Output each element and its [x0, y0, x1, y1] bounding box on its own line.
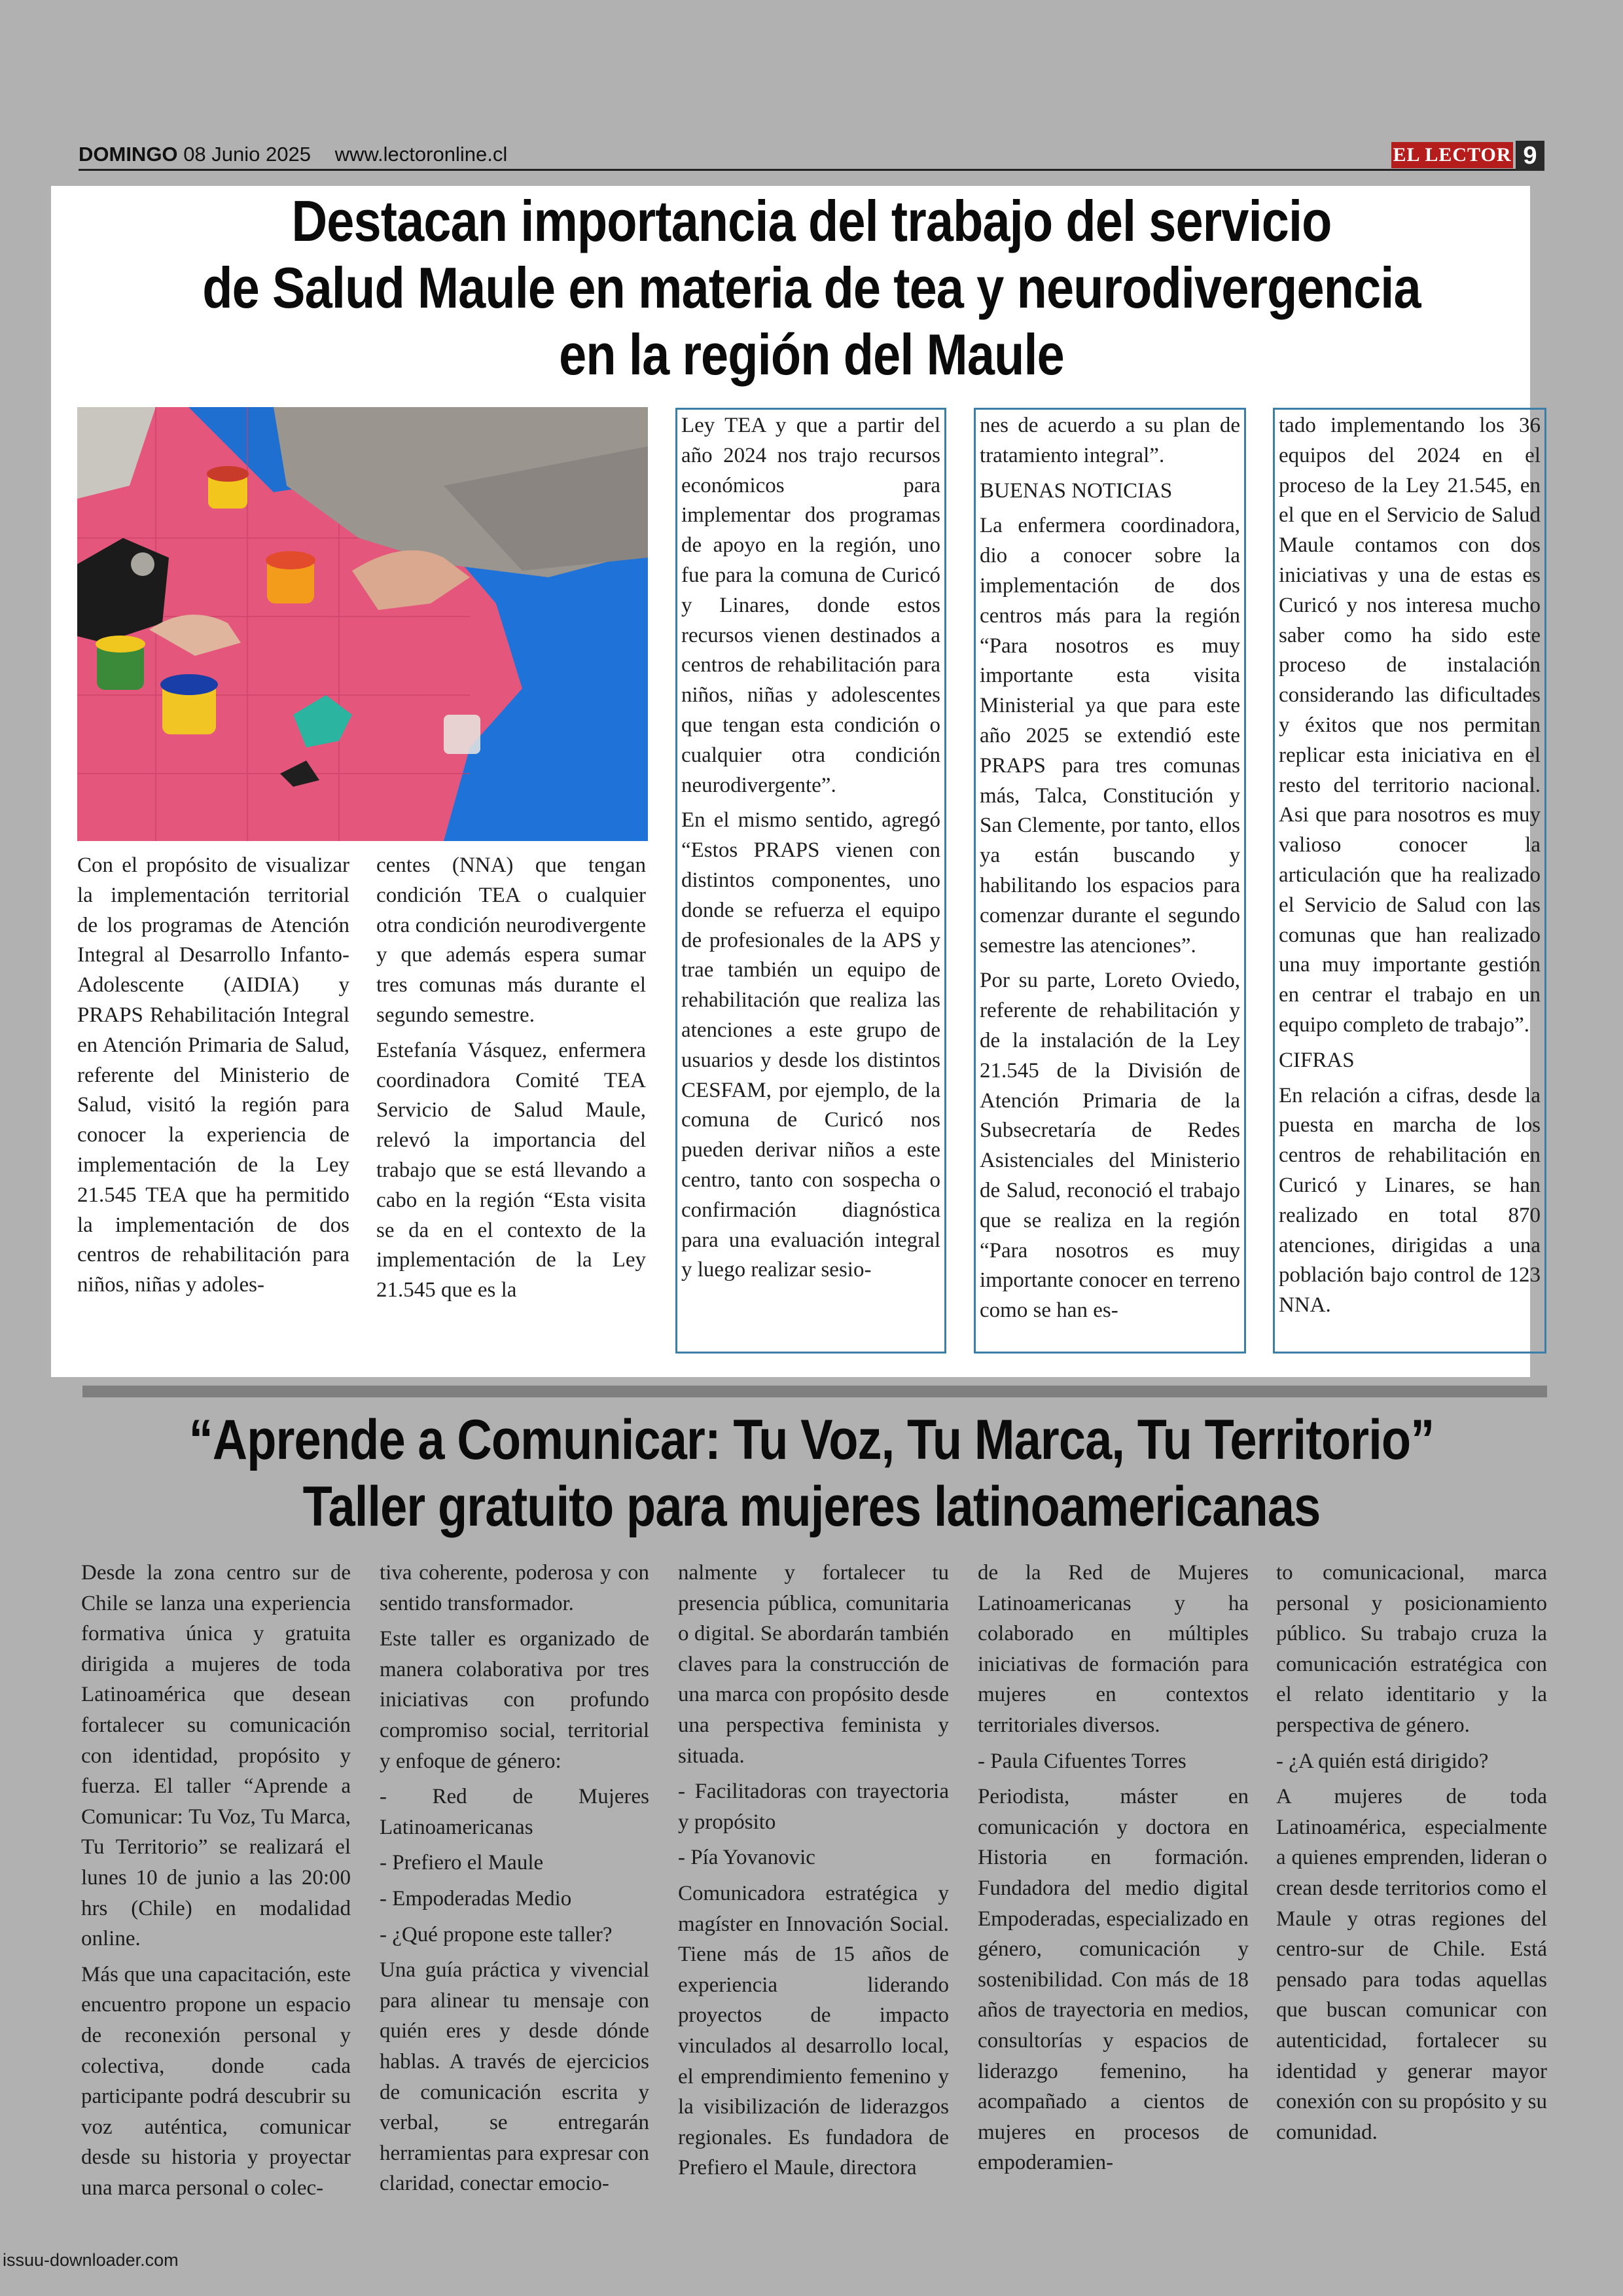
source-watermark: issuu-downloader.com	[3, 2250, 179, 2270]
page-number: 9	[1516, 141, 1544, 171]
newspaper-logo: EL LECTOR	[1391, 142, 1513, 168]
paragraph: Estefanía Vásquez, enfermera coordinadora Comité TEA Servicio de Salud Maule, relevó la importancia del trabajo que se está llevando a cabo en la región “Esta visita se da en el contexto de la implementación de la Ley 21.545 que es la	[376, 1038, 646, 1302]
subheading: - ¿Qué propone este taller?	[380, 1922, 613, 1946]
header-date: 08 Junio 2025	[183, 143, 311, 166]
children-play-mat-image	[77, 407, 648, 841]
header-day: DOMINGO	[79, 143, 178, 166]
paragraph: Por su parte, Loreto Oviedo, referente de rehabilitación y de la instalación de la Ley 21.545 de la División de Atención Primaria de la Subsecretaría de Redes Asistenciales del Ministerio de Salud, reconoció el trabajo que se realiza en la región “Para nosotros es muy importante conocer en terreno como se han es-	[980, 969, 1240, 1323]
article-1-headline-line-2: de Salud Maule en materia de tea y neurodivergencia	[202, 255, 1421, 320]
paragraph: Con el propósito de visualizar la implementación territorial de los programas de Atención Integral al Desarrollo Infanto-Adolescente (AIDIA) y PRAPS Rehabilitación Integral en Atención Primaria de Salud, referente del Ministerio de Salud, visitó la región para conocer la experiencia de implementación de la Ley 21.545 TEA que ha permitido la implementación de dos centros de rehabilitación para niños, niñas y adoles-	[77, 853, 349, 1297]
article-2-headline-line-2: Taller gratuito para mujeres latinoamericanas	[302, 1475, 1321, 1538]
article-2-column-3	[678, 1558, 949, 2189]
article-2-column-2	[380, 1558, 649, 2204]
article-2-column-1	[81, 1558, 351, 2208]
paragraph: La enfermera coordinadora, dio a conocer sobre la implementación de dos centros más para la región “Para nosotros es muy importante esta visita Ministerial ya que para este año 2025 se extendió este PRAPS para tres comunas más, Talca, Constitución y San Clemente, por tanto, ellos ya están buscando y habilitando los espacios para comenzar durante el segundo semestre las atenciones”.	[980, 514, 1240, 958]
article-1-headline-line-1: Destacan importancia del trabajo del servicio	[291, 188, 1332, 253]
paragraph: Comunicadora estratégica y magíster en Innovación Social. Tiene más de 15 años de experiencia liderando proyectos de impacto vinculados al desarrollo local, el emprendimiento femenino y la visibilización de liderazgos regionales. Es fundadora de Prefiero el Maule, directora	[678, 1881, 949, 2180]
paragraph: tiva coherente, poderosa y con sentido transformador.	[380, 1561, 649, 1615]
person-name: - Pía Yovanovic	[678, 1846, 815, 1870]
header-website[interactable]: www.lectoronline.cl	[334, 143, 508, 166]
paragraph: tado implementando los 36 equipos del 2024 en el proceso de la Ley 21.545, en el que en el Servicio de Salud Maule contamos con dos iniciativas y una de estas es Curicó y nos interesa mucho saber como ha sido este proceso de instalación considerando las dificultades y éxitos que nos permitan replicar esta iniciativa en el resto del territorio nacional. Asi que para nosotros es muy valioso conocer la articulación que ha realizado el Servicio de Salud con las comunas que han realizado una muy importante gestión en centrar el trabajo en un equipo completo de trabajo”.	[1279, 414, 1541, 1037]
section-divider	[82, 1386, 1547, 1397]
paragraph: A mujeres de toda Latinoamérica, especialmente a quienes emprenden, lideran o crean desde territorios como el Maule y otras regiones del centro-sur de Chile. Está pensado para todas aquellas que buscan comunicar con autenticidad, fortalecer su identidad y generar mayor conexión con su propósito y su comunidad.	[1276, 1785, 1547, 2144]
paragraph: de la Red de Mujeres Latinoamericanas y ha colaborado en múltiples iniciativas de formación para mujeres en contextos territoriales diversos.	[978, 1561, 1249, 1737]
paragraph: to comunicacional, marca personal y posicionamiento público. Su trabajo cruza la comunicación estratégica con el relato identitario y la perspectiva de género.	[1276, 1561, 1547, 1737]
paragraph: nalmente y fortalecer tu presencia pública, comunitaria o digital. Se abordarán también claves para la construcción de una marca con propósito desde una perspectiva feminista y situada.	[678, 1561, 949, 1768]
list-item: - Empoderadas Medio	[380, 1886, 572, 1910]
article-1-column-1	[77, 851, 349, 1306]
article-2-column-4	[978, 1558, 1249, 2183]
article-1-headline-line-3: en la región del Maule	[559, 322, 1064, 387]
paragraph: Periodista, máster en comunicación y doctora en Historia en formación. Fundadora del medio digital Empoderadas, especializado en género, comunicación y sostenibilidad. Con más de 18 años de trayectoria en medios, consultorías y espacios de liderazgo femenino, ha acompañado a cientos de mujeres en procesos de empoderamien-	[978, 1785, 1249, 2175]
header-rule	[79, 169, 1544, 171]
paragraph: Más que una capacitación, este encuentro propone un espacio de reconexión personal y colectiva, donde cada participante podrá descubrir su voz auténtica, comunicar desde su historia y proyectar una marca personal o colec-	[81, 1962, 351, 2200]
paragraph: Desde la zona centro sur de Chile se lanza una experiencia formativa única y gratuita dirigida a mujeres de toda Latinoamérica que desean fortalecer su comunicación con identidad, propósito y fuerza. El taller “Aprende a Comunicar: Tu Voz, Tu Marca, Tu Territorio” se realizará el lunes 10 de junio a las 20:00 hrs (Chile) en modalidad online.	[81, 1561, 351, 1951]
paragraph: En el mismo sentido, agregó “Estos PRAPS vienen con distintos componentes, uno donde se refuerza el equipo de profesionales de la APS y trae también un equipo de rehabilitación que realiza las atenciones a este grupo de usuarios y desde los distintos CESFAM, por ejemplo, de la comuna de Curicó nos pueden derivar niños a este centro, tanto con sospecha o confirmación diagnóstica para una evaluación integral y luego realizar sesio-	[681, 808, 940, 1282]
paragraph: En relación a cifras, desde la puesta en marcha de los centros de rehabilitación en Curicó y Linares, se han realizado en total 870 atenciones, dirigidas a una población bajo control de 123 NNA.	[1279, 1083, 1541, 1318]
subheading-buenas-noticias: BUENAS NOTICIAS	[980, 478, 1173, 503]
subheading: - Facilitadoras con trayectoria y propósito	[678, 1780, 949, 1834]
subheading: - ¿A quién está dirigido?	[1276, 1749, 1489, 1773]
person-name: - Paula Cifuentes Torres	[978, 1749, 1186, 1773]
article-2-column-5	[1276, 1558, 1547, 2153]
list-item: - Prefiero el Maule	[380, 1851, 544, 1875]
subheading-cifras: CIFRAS	[1279, 1048, 1355, 1072]
paragraph: Ley TEA y que a partir del año 2024 nos trajo recursos económicos para implementar dos programas de apoyo en la región, uno fue para la comuna de Curicó y Linares, donde estos recursos vienen destinados a centros de rehabilitación para niños, niñas y adolescentes que tengan esta condición o cualquier otra condición neurodivergente”.	[681, 414, 940, 797]
paragraph: nes de acuerdo a su plan de tratamiento integral”.	[980, 414, 1240, 467]
paragraph: Este taller es organizado de manera colaborativa por tres iniciativas con profundo compromiso social, territorial y enfoque de género:	[380, 1627, 649, 1773]
article-1-column-4	[974, 408, 1246, 1354]
article-1-column-2	[376, 851, 646, 1311]
article-2-headline-line-1: “Aprende a Comunicar: Tu Voz, Tu Marca, Tu Territorio”	[188, 1408, 1435, 1471]
article-1-photo	[77, 407, 648, 841]
page-header-dateline	[79, 143, 507, 166]
paragraph: Una guía práctica y vivencial para alinear tu mensaje con quién eres y desde dónde hablas. A través de ejercicios de comunicación escrita y verbal, se entregarán herramientas para expresar con claridad, conectar emocio-	[380, 1958, 649, 2196]
article-1-column-5	[1273, 408, 1546, 1354]
paragraph: centes (NNA) que tengan condición TEA o cualquier otra condición neurodivergente y que además espera sumar tres comunas más durante el segundo semestre.	[376, 853, 646, 1027]
article-1-column-3	[675, 408, 946, 1354]
list-item: - Red de Mujeres Latinoamericanas	[380, 1785, 649, 1839]
